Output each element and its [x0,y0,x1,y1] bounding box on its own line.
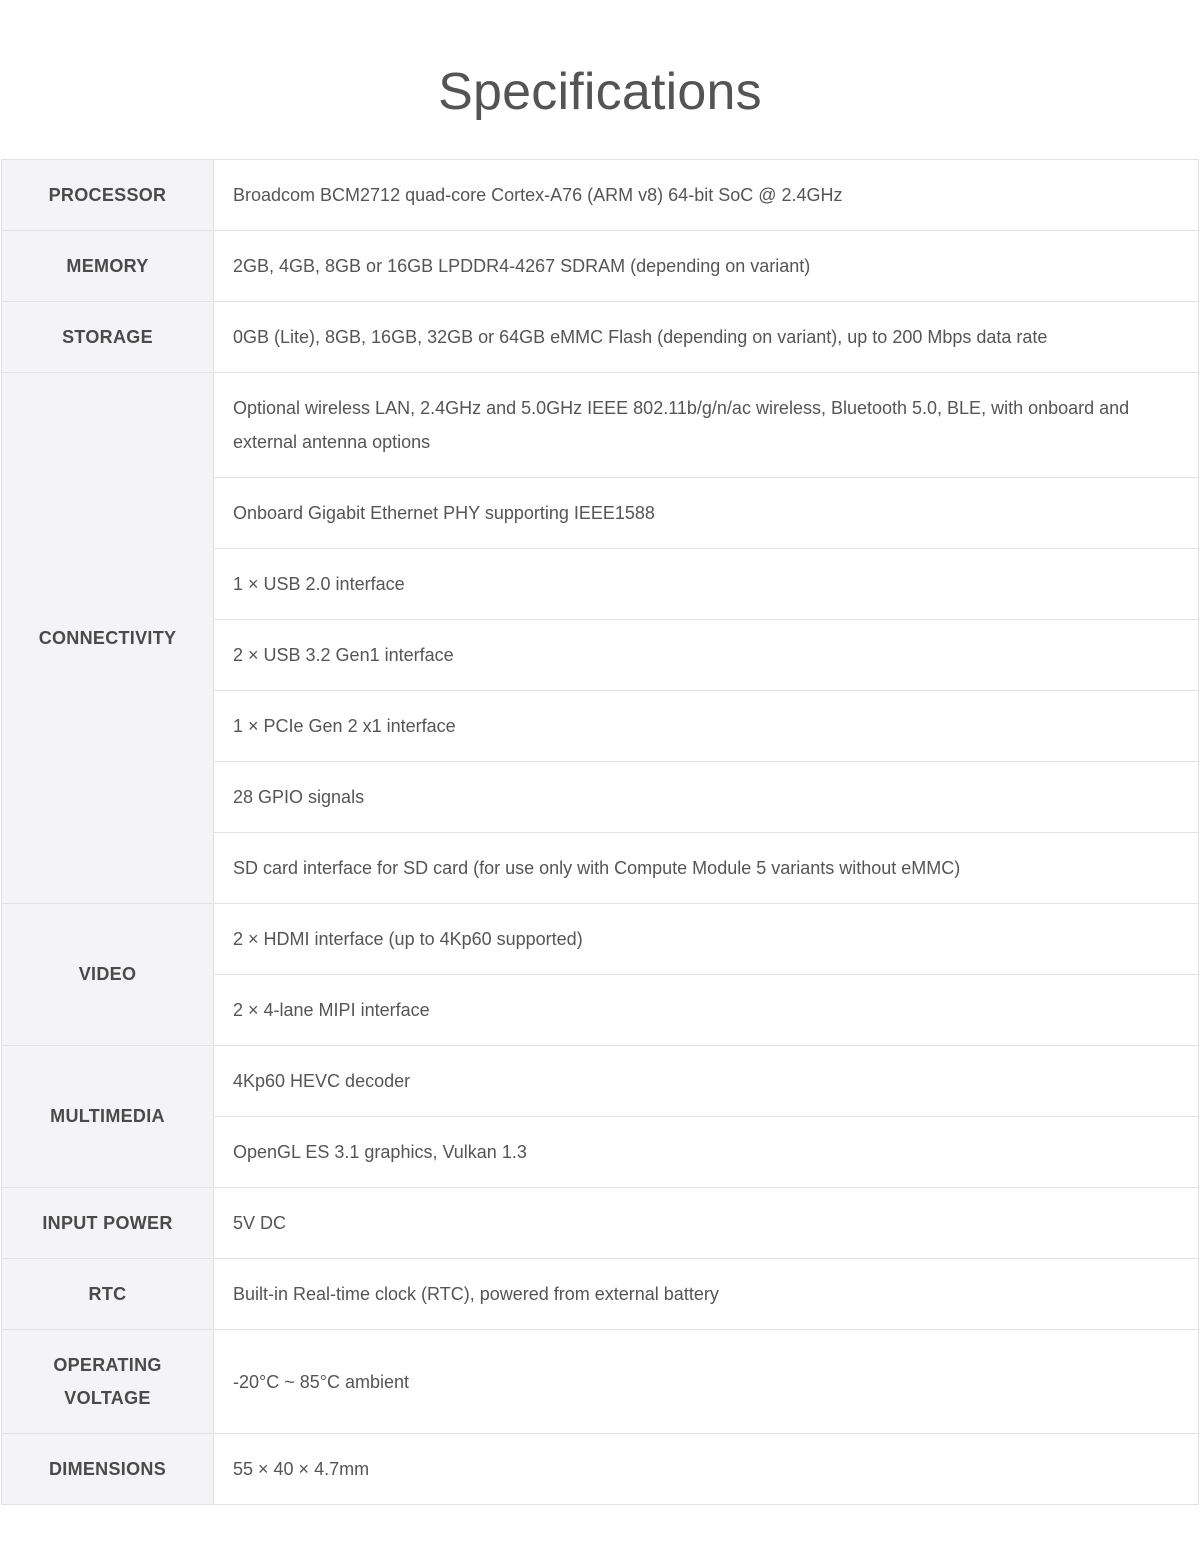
spec-value-memory: 2GB, 4GB, 8GB or 16GB LPDDR4-4267 SDRAM (depending on variant) [214,231,1199,302]
spec-value-video-mipi: 2 × 4-lane MIPI interface [214,975,1199,1046]
spec-value-processor: Broadcom BCM2712 quad-core Cortex-A76 (ARM v8) 64-bit SoC @ 2.4GHz [214,160,1199,231]
spec-value-connectivity-gpio: 28 GPIO signals [214,762,1199,833]
spec-label-video: VIDEO [2,904,214,1046]
spec-value-multimedia-graphics: OpenGL ES 3.1 graphics, Vulkan 1.3 [214,1117,1199,1188]
spec-row-dimensions [2,1434,1199,1505]
spec-label-rtc: RTC [2,1259,214,1330]
spec-label-input-power: INPUT POWER [2,1188,214,1259]
spec-row-video [2,904,1199,975]
spec-label-dimensions: DIMENSIONS [2,1434,214,1505]
spec-label-operating-voltage: OPERATING VOLTAGE [2,1330,214,1434]
spec-value-multimedia-decoder: 4Kp60 HEVC decoder [214,1046,1199,1117]
spec-value-connectivity-wireless: Optional wireless LAN, 2.4GHz and 5.0GHz IEEE 802.11b/g/n/ac wireless, Bluetooth 5.0, BLE, with onboard and external antenna options [214,373,1199,478]
spec-value-operating-voltage: -20°C ~ 85°C ambient [214,1330,1199,1434]
spec-value-rtc: Built-in Real-time clock (RTC), powered from external battery [214,1259,1199,1330]
spec-value-video-hdmi: 2 × HDMI interface (up to 4Kp60 supported) [214,904,1199,975]
spec-row-operating-voltage [2,1330,1199,1434]
spec-row-connectivity [2,373,1199,478]
spec-label-storage: STORAGE [2,302,214,373]
spec-row-rtc [2,1259,1199,1330]
spec-value-connectivity-usb2: 1 × USB 2.0 interface [214,549,1199,620]
spec-value-storage: 0GB (Lite), 8GB, 16GB, 32GB or 64GB eMMC Flash (depending on variant), up to 200 Mbps data rate [214,302,1199,373]
spec-value-connectivity-sd-card: SD card interface for SD card (for use only with Compute Module 5 variants without eMMC) [214,833,1199,904]
spec-row-multimedia [2,1046,1199,1117]
page-title: Specifications [438,63,762,121]
spec-label-processor: PROCESSOR [2,160,214,231]
spec-row-processor [2,160,1199,231]
spec-value-dimensions: 55 × 40 × 4.7mm [214,1434,1199,1505]
spec-value-connectivity-usb3: 2 × USB 3.2 Gen1 interface [214,620,1199,691]
spec-value-input-power: 5V DC [214,1188,1199,1259]
spec-value-connectivity-pcie: 1 × PCIe Gen 2 x1 interface [214,691,1199,762]
spec-row-input-power [2,1188,1199,1259]
spec-value-connectivity-ethernet: Onboard Gigabit Ethernet PHY supporting IEEE1588 [214,478,1199,549]
spec-label-memory: MEMORY [2,231,214,302]
spec-label-connectivity: CONNECTIVITY [2,373,214,904]
spec-label-multimedia: MULTIMEDIA [2,1046,214,1188]
spec-row-storage [2,302,1199,373]
specifications-table [1,159,1199,1505]
spec-row-memory [2,231,1199,302]
